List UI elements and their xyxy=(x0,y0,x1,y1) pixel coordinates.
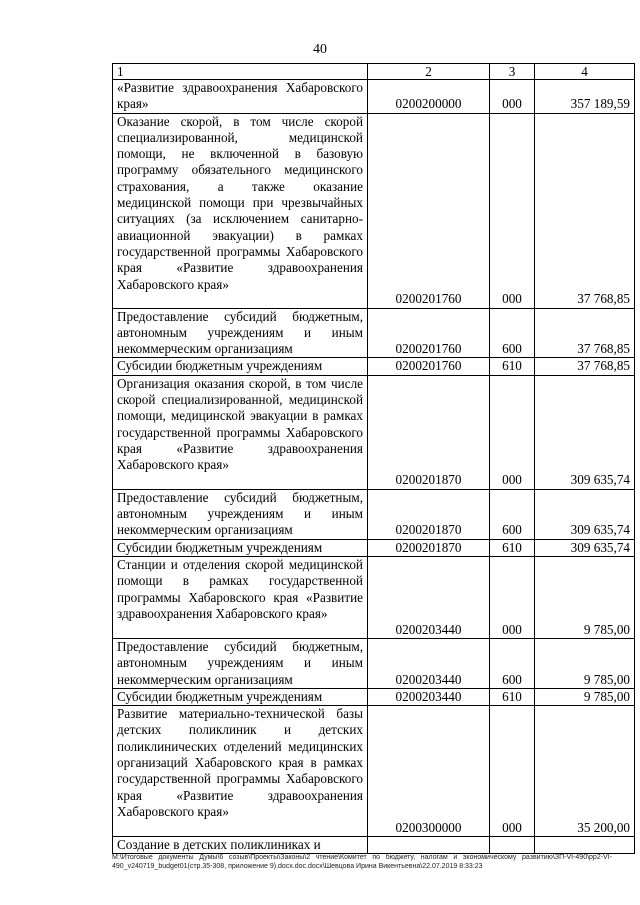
row-amount: 35 200,00 xyxy=(535,706,635,837)
row-code xyxy=(368,837,490,854)
row-description: Субсидии бюджетным учреждениям xyxy=(113,688,368,705)
row-amount: 357 189,59 xyxy=(535,80,635,114)
row-description: Предоставление субсидий бюджетным, автономным учреждениям и иным некоммерческим организациям xyxy=(113,489,368,539)
row-amount: 9 785,00 xyxy=(535,556,635,638)
header-col-2: 2 xyxy=(368,64,490,80)
budget-table xyxy=(112,63,635,854)
row-amount: 37 768,85 xyxy=(535,113,635,308)
row-type: 610 xyxy=(490,358,535,375)
row-amount: 309 635,74 xyxy=(535,489,635,539)
row-code: 0200201870 xyxy=(368,539,490,556)
table-row xyxy=(113,80,635,114)
table-row xyxy=(113,539,635,556)
table-row xyxy=(113,706,635,837)
row-type: 610 xyxy=(490,688,535,705)
row-description: «Развитие здравоохранения Хабаровского края» xyxy=(113,80,368,114)
table-row xyxy=(113,688,635,705)
row-amount: 37 768,85 xyxy=(535,358,635,375)
row-amount: 9 785,00 xyxy=(535,688,635,705)
row-type: 000 xyxy=(490,80,535,114)
row-amount: 9 785,00 xyxy=(535,638,635,688)
row-code: 0200203440 xyxy=(368,556,490,638)
row-amount xyxy=(535,837,635,854)
table-row xyxy=(113,837,635,854)
row-type xyxy=(490,837,535,854)
row-description: Оказание скорой, в том числе скорой специализированной, медицинской помощи, не включенной в базовую программу обязательного медицинского страхования, а также оказание медицинской помощи при чрезвычайных ситуациях (за исключением санитарно-авиационной эвакуации) в рамках государственной программы Хабаровского края «Развитие здравоохранения Хабаровского края» xyxy=(113,113,368,308)
header-col-3: 3 xyxy=(490,64,535,80)
row-description: Предоставление субсидий бюджетным, автономным учреждениям и иным некоммерческим организациям xyxy=(113,308,368,358)
table-row xyxy=(113,556,635,638)
row-type: 600 xyxy=(490,638,535,688)
table-row xyxy=(113,638,635,688)
file-path-footer: M:\Итоговые документы Думы\6 созыв\Проекты\Законы\2 чтение\Комитет по бюджету, налогам и экономическому развитию\ЗП-VI-490\pp2-VI-490_v240719_budget01(стр.35-308, приложение 9).docx.doc.docx\Шевцова Ирина Викентьевна\22.07.2019 8:33:23 xyxy=(112,854,612,870)
row-amount: 37 768,85 xyxy=(535,308,635,358)
header-col-1: 1 xyxy=(113,64,368,80)
page-number: 40 xyxy=(313,42,327,57)
row-code: 0200201870 xyxy=(368,375,490,489)
row-code: 0200203440 xyxy=(368,688,490,705)
row-amount: 309 635,74 xyxy=(535,539,635,556)
row-code: 0200201760 xyxy=(368,113,490,308)
row-type: 600 xyxy=(490,489,535,539)
row-description: Субсидии бюджетным учреждениям xyxy=(113,358,368,375)
table-header-row xyxy=(113,64,635,80)
row-type: 000 xyxy=(490,556,535,638)
row-description: Субсидии бюджетным учреждениям xyxy=(113,539,368,556)
row-type: 610 xyxy=(490,539,535,556)
row-type: 000 xyxy=(490,113,535,308)
row-code: 0200300000 xyxy=(368,706,490,837)
header-col-4: 4 xyxy=(535,64,635,80)
row-description: Станции и отделения скорой медицинской помощи в рамках государственной программы Хабаровского края «Развитие здравоохранения Хабаровского края» xyxy=(113,556,368,638)
table-row xyxy=(113,358,635,375)
row-amount: 309 635,74 xyxy=(535,375,635,489)
row-code: 0200201760 xyxy=(368,358,490,375)
row-description: Создание в детских поликлиниках и xyxy=(113,837,368,854)
row-code: 0200201870 xyxy=(368,489,490,539)
row-type: 000 xyxy=(490,706,535,837)
row-description: Развитие материально-технической базы детских поликлиник и детских поликлинических отделений медицинских организаций Хабаровского края в рамках государственной программы Хабаровского края «Развитие здравоохранения Хабаровского края» xyxy=(113,706,368,837)
table-row xyxy=(113,308,635,358)
row-type: 600 xyxy=(490,308,535,358)
row-code: 0200203440 xyxy=(368,638,490,688)
row-code: 0200200000 xyxy=(368,80,490,114)
table-row xyxy=(113,375,635,489)
row-description: Организация оказания скорой, в том числе скорой специализированной, медицинской помощи, медицинской эвакуации в рамках государственной программы Хабаровского края «Развитие здравоохранения Хабаровского края» xyxy=(113,375,368,489)
table-row xyxy=(113,113,635,308)
row-type: 000 xyxy=(490,375,535,489)
row-description: Предоставление субсидий бюджетным, автономным учреждениям и иным некоммерческим организациям xyxy=(113,638,368,688)
row-code: 0200201760 xyxy=(368,308,490,358)
table-row xyxy=(113,489,635,539)
